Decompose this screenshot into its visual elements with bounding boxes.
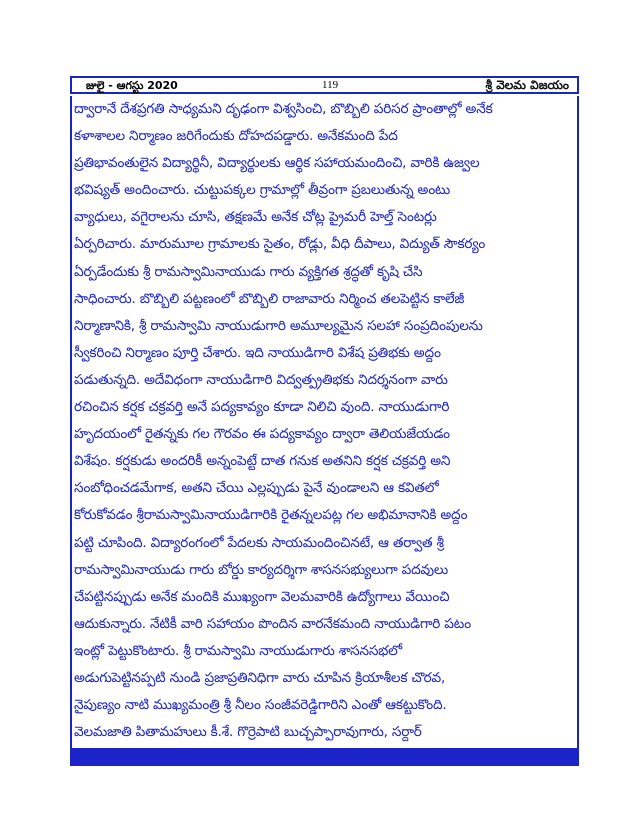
text-line: వెలమజాతి పితామహులు కీ.శే. గొర్రెపాటి బుచ్చప్పారావుగారు, సర్దార్ xyxy=(74,724,422,741)
text-line: ఏర్పరిచారు. మారుమూల గ్రామాలకు సైతం, రోడ్లు, వీధి దీపాలు, విద్యుత్ సౌకర్యం xyxy=(74,236,486,253)
text-line: స్వీకరించి నిర్మాణం పూర్తి చేశారు. ఇది నాయుడిగారి విశేష ప్రతిభకు అద్దం xyxy=(74,344,441,361)
text-line: ప్రతిభావంతులైన విద్యార్థినీ, విద్యార్థులకు ఆర్థిక సహాయమందించి, వారికి ఉజ్వల xyxy=(74,155,480,172)
text-line: సంబోధించడమేగాక, అతని చేయి ఎల్లప్పుడు పైనే వుండాలని ఆ కవితలో xyxy=(74,480,439,497)
text-line: ద్వారానే దేశప్రగతి సాధ్యమని దృఢంగా విశ్వసించి, బొబ్బిలి పరిసర ప్రాంతాల్లో అనేక xyxy=(74,101,493,117)
text-line: నైపుణ్యం నాటి ముఖ్యమంత్రి శ్రీ నీలం సంజీవరెడ్డిగారిని ఎంతో ఆకట్టుకొంది. xyxy=(74,697,447,714)
issue-date: జులై - ఆగస్టు 2020 xyxy=(86,79,178,92)
text-line: భవిష్యత్ అందించారు. చుట్టుపక్కల గ్రామాల్లో తీవ్రంగా ప్రబలుతున్న అంటు xyxy=(74,182,451,199)
text-line: పడుతున్నది. అదేవిధంగా నాయుడిగారి విద్వత్ప్రతిభకు నిదర్శనంగా వారు xyxy=(74,371,448,388)
text-line: వ్యాధులు, వగైరాలను చూసి, తక్షణమే అనేక చోట్ల ప్రైమరీ హెల్త్ సెంటర్లు xyxy=(74,209,437,226)
text-line: అడుగుపెట్టినప్పటి నుండి ప్రజాప్రతినిధిగా వారు చూపిన క్రియాశీలక చొరవ, xyxy=(74,669,446,686)
text-line: రచించిన కర్షక చక్రవర్తి అనే పద్యకావ్యం కూడా నిలిచి వుంది. నాయుడుగారి xyxy=(74,399,450,416)
text-line: నిర్మాణానికి, శ్రీ రామస్వామి నాయుడుగారి అమూల్యమైన సలహా సంప్రదింపులను xyxy=(74,317,483,334)
text-line: సాధించారు. బొబ్బిలి పట్టణంలో బొబ్బిలి రాజావారు నిర్మించ తలపెట్టిన కాలేజీ xyxy=(74,290,465,307)
footer-bar xyxy=(70,748,579,766)
text-line: కోరుకోవడం శ్రీరామస్వామినాయుడిగారికి రైతన్నలపట్ల గల అభిమానానికి అద్దం xyxy=(74,507,468,524)
page-header xyxy=(70,76,579,94)
text-line: హృదయంలో రైతన్నకు గల గౌరవం ఈ పద్యకావ్యం ద్వారా తెలియజేయడం xyxy=(74,426,450,443)
text-line: పట్టి చూపింది. విద్యారంగంలో పేదలకు సాయమందించినటే, ఆ తర్వాత శ్రీ xyxy=(74,534,444,551)
text-line: కళాశాలల నిర్మాణం జరిగేందుకు దోహదపడ్డారు. అనేకమంది పేద xyxy=(74,128,398,145)
text-line: చేపట్టినప్పుడు అనేక మందికి ముఖ్యంగా వెలమవారికి ఉద్యోగాలు వేయించి xyxy=(74,588,450,605)
text-line: ఇంట్లో పెట్టుకొంటారు. శ్రీ రామస్వామి నాయుడుగారు శాసనసభలో xyxy=(74,642,402,659)
text-line: రామస్వామినాయుడు గారు బోర్డు కార్యదర్శిగా శాసనసభ్యులుగా పదవులు xyxy=(74,561,449,578)
text-line: విశేషం. కర్షకుడు అందరికీ అన్నంపెట్టే దాత గనుక అతనిని కర్షక చక్రవర్తి అని xyxy=(74,453,451,470)
magazine-title: శ్రీ వెలమ విజయం xyxy=(485,78,569,92)
page-number: 119 xyxy=(322,79,339,91)
text-line: ఆదుకున్నారు. నేటికీ వారి సహాయం పొందిన వారనేకమంది నాయుడిగారి పటం xyxy=(74,615,471,632)
text-line: ఏర్పడేందుకు శ్రీ రామస్వామినాయుడు గారు వ్యక్తిగత శ్రద్ధతో కృషి చేసి xyxy=(74,263,423,280)
article-body xyxy=(70,96,579,748)
